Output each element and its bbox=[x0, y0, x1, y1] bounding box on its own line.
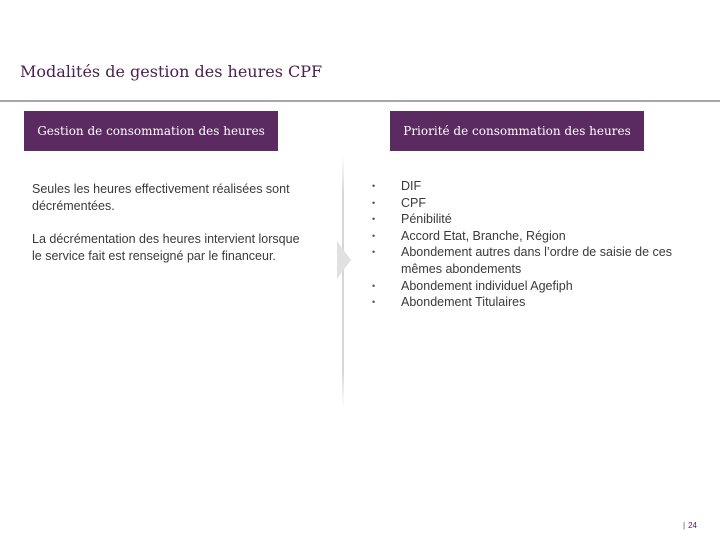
list-item bbox=[370, 178, 715, 195]
paragraph: La décrémentation des heures intervient lorsque le service fait est renseigné par le financeur. bbox=[32, 232, 300, 263]
left-column-text bbox=[32, 181, 302, 281]
list-item bbox=[370, 195, 715, 212]
priority-list bbox=[370, 178, 715, 311]
list-item bbox=[370, 278, 715, 295]
slide-title: Modalités de gestion des heures CPF bbox=[20, 62, 323, 81]
bullet-icon: • bbox=[372, 214, 376, 225]
bullet-icon: • bbox=[372, 247, 376, 258]
page-number-separator: | bbox=[683, 521, 686, 530]
paragraph: Seules les heures effectivement réalisées sont décrémentées. bbox=[32, 182, 290, 213]
list-item bbox=[370, 244, 715, 277]
title-divider bbox=[0, 100, 720, 102]
right-column-header bbox=[390, 111, 644, 151]
bullet-icon: • bbox=[372, 197, 376, 208]
left-column-header-label: Gestion de consommation des heures bbox=[37, 124, 265, 138]
list-item-text: Abondement individuel Agefiph bbox=[401, 278, 573, 293]
list-item bbox=[370, 228, 715, 245]
left-column-header bbox=[24, 111, 278, 151]
column-divider bbox=[342, 156, 344, 408]
bullet-icon: • bbox=[372, 280, 376, 291]
list-item-text: Abondement Titulaires bbox=[401, 295, 526, 310]
page-number bbox=[683, 521, 697, 530]
bullet-icon: • bbox=[372, 297, 376, 308]
bullet-icon: • bbox=[372, 181, 376, 191]
list-item-text: DIF bbox=[401, 179, 422, 193]
right-column-header-label: Priorité de consommation des heures bbox=[403, 124, 631, 138]
list-item-text: Abondement autres dans l’ordre de saisie de ces mêmes abondements bbox=[401, 245, 672, 276]
list-item-text: Accord Etat, Branche, Région bbox=[401, 228, 566, 243]
list-item bbox=[370, 211, 715, 228]
list-item bbox=[370, 294, 715, 311]
chevron-right-icon bbox=[337, 241, 351, 279]
bullet-icon: • bbox=[372, 230, 376, 241]
list-item-text: CPF bbox=[401, 195, 426, 210]
page-number-value: 24 bbox=[688, 521, 697, 530]
list-item-text: Pénibilité bbox=[401, 212, 452, 227]
